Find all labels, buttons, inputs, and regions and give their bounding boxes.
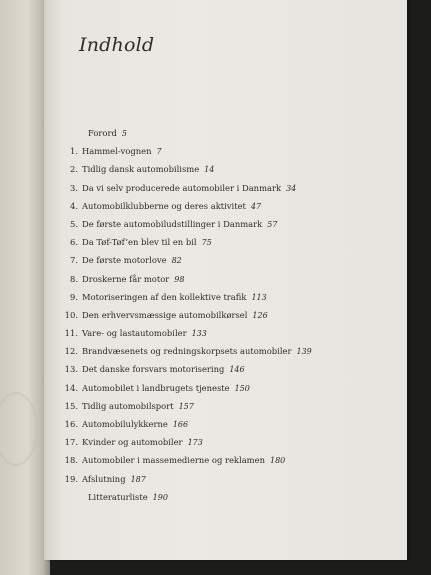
facing-page-edge [0, 0, 50, 575]
toc-entry-page: 173 [187, 438, 203, 448]
toc-entry-label [82, 397, 194, 416]
toc-entry-number: 6. [70, 237, 78, 248]
toc-entry-page: 34 [286, 183, 297, 193]
toc-entry [44, 124, 407, 142]
toc-entry-label [82, 306, 268, 325]
toc-entry-page: 133 [191, 329, 207, 339]
toc-entry-label [82, 288, 267, 307]
toc-entry [44, 342, 407, 360]
toc-entry-page: 14 [204, 165, 215, 175]
toc-entry-label [82, 379, 250, 398]
toc-entry-label [82, 433, 203, 452]
toc-entry-number: 9. [70, 291, 78, 302]
toc-entry-title: Motoriseringen af den kollektive trafik [82, 291, 247, 302]
toc-entry-label [82, 160, 214, 179]
toc-entry-number: 4. [70, 200, 78, 211]
toc-entry-label [82, 415, 188, 434]
toc-entry-page: 180 [269, 456, 286, 466]
toc-entry-number: 17. [64, 437, 78, 448]
toc-entry-title: Droskerne får motor [82, 273, 170, 284]
toc-entry-label [82, 324, 207, 343]
toc-entry-title: De første automobiludstillinger i Danmark [82, 218, 263, 229]
toc-entry-title: Tidlig dansk automobilisme [82, 164, 200, 175]
toc-entry [44, 215, 407, 233]
toc-entry-number: 1. [70, 146, 78, 157]
toc-entry-number: 14. [64, 382, 78, 393]
toc-entry-number: 18. [64, 455, 78, 466]
toc-entry [44, 451, 407, 469]
toc-entry [44, 142, 407, 160]
toc-entry-label [82, 215, 277, 234]
toc-entry-page: 75 [201, 238, 212, 248]
toc-entry-number: 7. [70, 255, 78, 266]
toc-entry-number: 19. [64, 473, 78, 484]
toc-entry-page: 150 [234, 383, 250, 393]
toc-entry-number: 3. [70, 182, 78, 193]
toc-entry-page: 187 [130, 474, 146, 484]
toc-entry-title: Det danske forsvars motorisering [82, 364, 225, 375]
toc-entry-title: Litteraturliste [88, 491, 148, 502]
toc-entry-number: 13. [64, 364, 78, 375]
toc-entry-number: 16. [64, 419, 78, 429]
toc-entry-title: Automobilklubberne og deres aktivitet [82, 200, 246, 211]
toc-entry-label [82, 179, 296, 198]
toc-entry-title: Vare- og lastautomobiler [82, 328, 187, 339]
toc-entry-title: Tidlig automobilsport [82, 400, 174, 411]
toc-entry-title: De første motorlove [82, 255, 167, 266]
toc-entry-page: 7 [156, 147, 162, 157]
page-title: Indhold [79, 34, 155, 56]
toc-entry [44, 360, 407, 378]
toc-entry-page: 82 [171, 256, 182, 266]
toc-entry [44, 397, 407, 415]
facing-page-illustration [0, 392, 38, 466]
toc-entry-title: Automobilet i landbrugets tjeneste [82, 382, 230, 393]
toc-entry-title: Den erhvervsmæssige automobilkørsel [82, 309, 248, 320]
toc-entry [44, 233, 407, 251]
toc-entry [44, 160, 407, 178]
toc-entry [44, 270, 407, 288]
toc-entry-number: 11. [64, 328, 78, 339]
toc-entry-label [82, 470, 146, 489]
toc-entry-number: 8. [70, 273, 78, 284]
toc-entry-title: Automobilulykkerne [82, 419, 168, 429]
toc-entry-page: 57 [267, 219, 278, 229]
toc-entry-label [82, 142, 162, 161]
toc-entry-title: Kvinder og automobiler [82, 437, 183, 448]
toc-entry [44, 251, 407, 269]
toc-entry [44, 470, 407, 488]
toc-entry [44, 433, 407, 451]
toc-entry-label [82, 251, 182, 270]
toc-entry-page: 157 [178, 401, 194, 411]
toc-entry-page: 5 [121, 129, 127, 138]
toc-entry-label [82, 233, 212, 252]
toc-entry-title: Da vi selv producerede automobiler i Danmark [82, 182, 282, 193]
toc-entry-title: Afslutning [82, 473, 126, 484]
toc-entry [44, 379, 407, 397]
toc-entry-title: Brandvæsenets og redningskorpsets automobiler [82, 346, 292, 357]
table-of-contents [44, 124, 407, 506]
toc-entry-title: Automobiler i massemedierne og reklamen [82, 455, 265, 466]
toc-entry [44, 324, 407, 342]
book-page [44, 0, 407, 560]
toc-entry-number: 2. [70, 164, 78, 175]
toc-entry-number: 15. [64, 400, 78, 411]
toc-entry-label [88, 488, 168, 507]
toc-entry-page: 190 [152, 492, 168, 502]
toc-entry [44, 288, 407, 306]
toc-entry-page: 146 [229, 365, 245, 375]
toc-entry-label [82, 270, 184, 289]
toc-entry-number: 10. [64, 309, 78, 320]
toc-entry-label [82, 342, 312, 361]
toc-entry [44, 415, 407, 433]
toc-entry-page: 113 [251, 292, 267, 302]
toc-entry-label [82, 451, 285, 470]
toc-entry-page: 126 [252, 310, 268, 320]
toc-entry-number: 12. [64, 346, 78, 357]
toc-entry [44, 306, 407, 324]
toc-entry-title: Da Tøf-Tøf’en blev til en bil [82, 237, 197, 248]
toc-entry [44, 197, 407, 215]
toc-entry [44, 179, 407, 197]
toc-entry-title: Forord [88, 128, 117, 138]
toc-entry-label [82, 360, 245, 379]
toc-entry [44, 488, 407, 506]
toc-entry-number: 5. [70, 218, 78, 229]
toc-entry-page: 47 [250, 201, 262, 211]
toc-entry-title: Hammel-vognen [82, 146, 152, 157]
toc-entry-page: 166 [172, 420, 189, 429]
toc-entry-label [82, 197, 261, 216]
toc-entry-label [88, 124, 127, 143]
toc-entry-page: 98 [174, 274, 185, 284]
toc-entry-page: 139 [296, 347, 312, 357]
